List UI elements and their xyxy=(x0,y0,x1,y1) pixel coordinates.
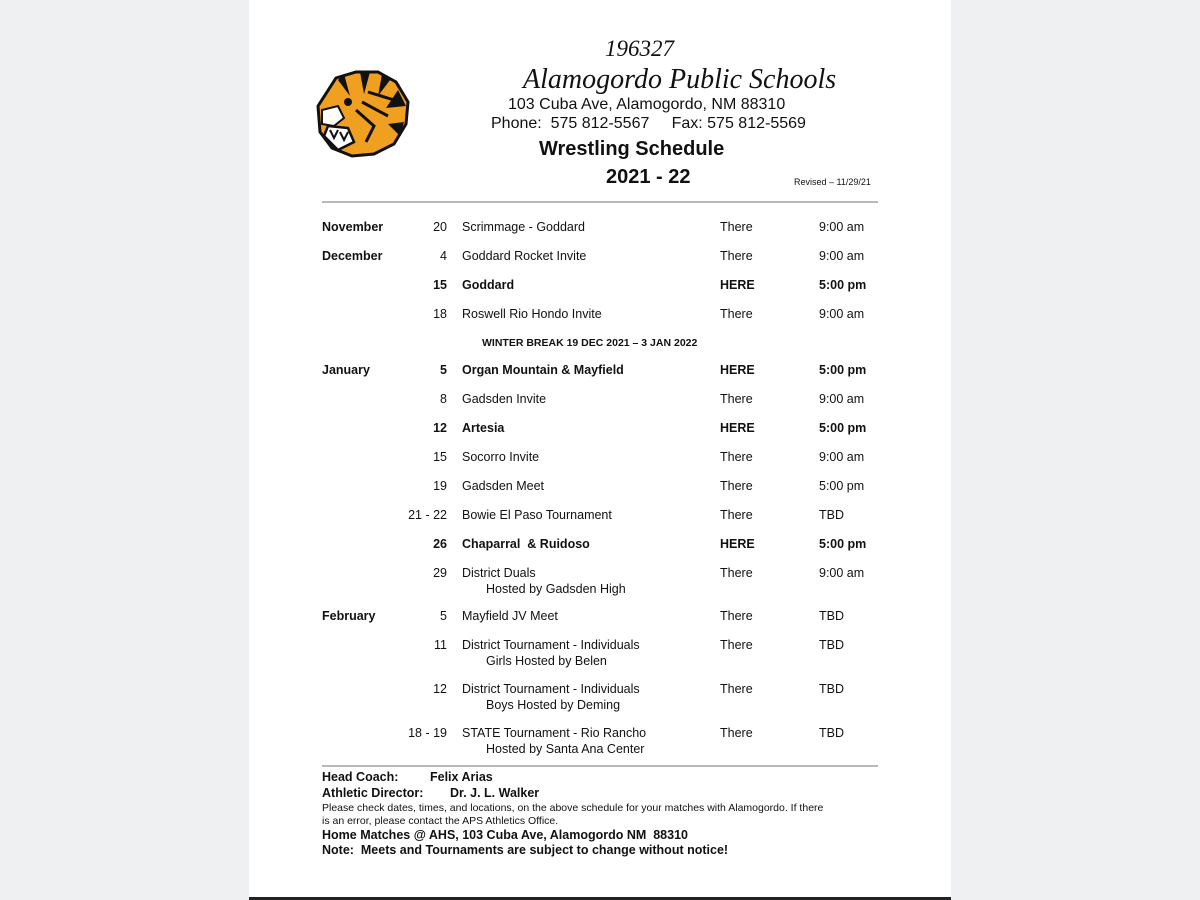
event: Mayfield JV Meet xyxy=(462,609,558,623)
time: TBD xyxy=(819,508,844,522)
footer-divider xyxy=(322,765,878,767)
time: TBD xyxy=(819,726,844,740)
day: 12 xyxy=(433,421,447,435)
tiger-head-logo-icon xyxy=(308,66,412,158)
time: 9:00 am xyxy=(819,566,865,580)
time: 5:00 pm xyxy=(819,479,865,493)
month-label: November xyxy=(322,220,384,234)
location: HERE xyxy=(720,421,755,435)
time: TBD xyxy=(819,682,844,696)
time: TBD xyxy=(819,609,844,623)
event: Goddard xyxy=(462,278,515,292)
location: There xyxy=(720,508,753,522)
event: Organ Mountain & Mayfield xyxy=(462,363,624,377)
event: Roswell Rio Hondo Invite xyxy=(462,307,602,321)
location: There xyxy=(720,392,753,406)
location: HERE xyxy=(720,537,755,551)
day: 29 xyxy=(433,566,447,580)
revised-date: Revised – 11/29/21 xyxy=(794,177,871,187)
day: 12 xyxy=(433,682,447,696)
home-matches-address: Home Matches @ AHS, 103 Cuba Ave, Alamogordo NM 88310 xyxy=(322,828,688,842)
event: District Duals xyxy=(462,566,536,580)
time: 5:00 pm xyxy=(819,278,867,292)
address: 103 Cuba Ave, Alamogordo, NM 88310 xyxy=(508,96,786,113)
location: There xyxy=(720,726,753,740)
month-label: February xyxy=(322,609,376,623)
event: Gadsden Invite xyxy=(462,392,547,406)
document-number: 196327 xyxy=(605,36,674,61)
day: 5 xyxy=(440,609,447,623)
day: 5 xyxy=(440,363,447,377)
event: STATE Tournament - Rio Rancho xyxy=(462,726,647,740)
event: District Tournament - Individuals xyxy=(462,638,640,652)
time: 9:00 am xyxy=(819,392,865,406)
check-schedule-note: Please check dates, times, and locations, on the above schedule for your matches with Alamogordo. If there xyxy=(322,802,824,814)
event-host: Hosted by Gadsden High xyxy=(486,582,626,596)
time: 9:00 am xyxy=(819,450,865,464)
school-district-name: Alamogordo Public Schools xyxy=(523,64,837,95)
event: Scrimmage - Goddard xyxy=(462,220,585,234)
winter-break-notice: WINTER BREAK 19 DEC 2021 – 3 JAN 2022 xyxy=(482,337,698,349)
location: There xyxy=(720,566,753,580)
day: 15 xyxy=(433,278,447,292)
event: Artesia xyxy=(462,421,505,435)
time: TBD xyxy=(819,638,844,652)
event: District Tournament - Individuals xyxy=(462,682,640,696)
event-cell xyxy=(462,638,640,668)
change-notice: Note: Meets and Tournaments are subject to change without notice! xyxy=(322,843,729,857)
location: HERE xyxy=(720,278,755,292)
season: 2021 - 22 xyxy=(606,166,691,188)
event: Bowie El Paso Tournament xyxy=(462,508,612,522)
head-coach-line xyxy=(322,770,493,784)
location: There xyxy=(720,682,753,696)
day: 19 xyxy=(433,479,447,493)
day: 11 xyxy=(434,638,447,652)
athletic-director-name: Dr. J. L. Walker xyxy=(450,786,540,800)
event-host: Girls Hosted by Belen xyxy=(486,654,607,668)
day: 15 xyxy=(433,450,447,464)
day: 18 - 19 xyxy=(408,726,447,740)
time: 5:00 pm xyxy=(819,421,867,435)
location: There xyxy=(720,638,753,652)
day: 26 xyxy=(433,537,447,551)
day: 21 - 22 xyxy=(408,508,447,522)
location: There xyxy=(720,450,753,464)
header-divider xyxy=(322,201,878,203)
event: Gadsden Meet xyxy=(462,479,544,493)
location: There xyxy=(720,249,753,263)
time: 9:00 am xyxy=(819,249,865,263)
event-cell xyxy=(462,566,626,596)
event-cell xyxy=(462,726,646,756)
time: 9:00 am xyxy=(819,307,865,321)
month-label: January xyxy=(322,363,370,377)
location: There xyxy=(720,479,753,493)
check-schedule-note-2: is an error, please contact the APS Athletics Office. xyxy=(322,815,559,827)
event-host: Hosted by Santa Ana Center xyxy=(486,742,645,756)
month-label: December xyxy=(322,249,383,263)
time: 5:00 pm xyxy=(819,363,867,377)
day: 4 xyxy=(440,249,447,263)
athletic-director-line xyxy=(322,786,540,800)
location: There xyxy=(720,609,753,623)
athletic-director-label: Athletic Director: xyxy=(322,786,424,800)
event: Chaparral & Ruidoso xyxy=(462,537,590,551)
time: 5:00 pm xyxy=(819,537,867,551)
day: 8 xyxy=(440,392,447,406)
phone-fax: Phone: 575 812-5567 Fax: 575 812-5569 xyxy=(491,115,806,132)
location: There xyxy=(720,220,753,234)
event-host: Boys Hosted by Deming xyxy=(486,698,621,712)
day: 18 xyxy=(433,307,447,321)
event: Socorro Invite xyxy=(462,450,540,464)
time: 9:00 am xyxy=(819,220,865,234)
day: 20 xyxy=(433,220,447,234)
location: HERE xyxy=(720,363,755,377)
head-coach-label: Head Coach: xyxy=(322,770,399,784)
event: Goddard Rocket Invite xyxy=(462,249,587,263)
event-cell xyxy=(462,682,640,712)
head-coach-name: Felix Arias xyxy=(430,770,493,784)
page-title: Wrestling Schedule xyxy=(539,138,725,160)
location: There xyxy=(720,307,753,321)
